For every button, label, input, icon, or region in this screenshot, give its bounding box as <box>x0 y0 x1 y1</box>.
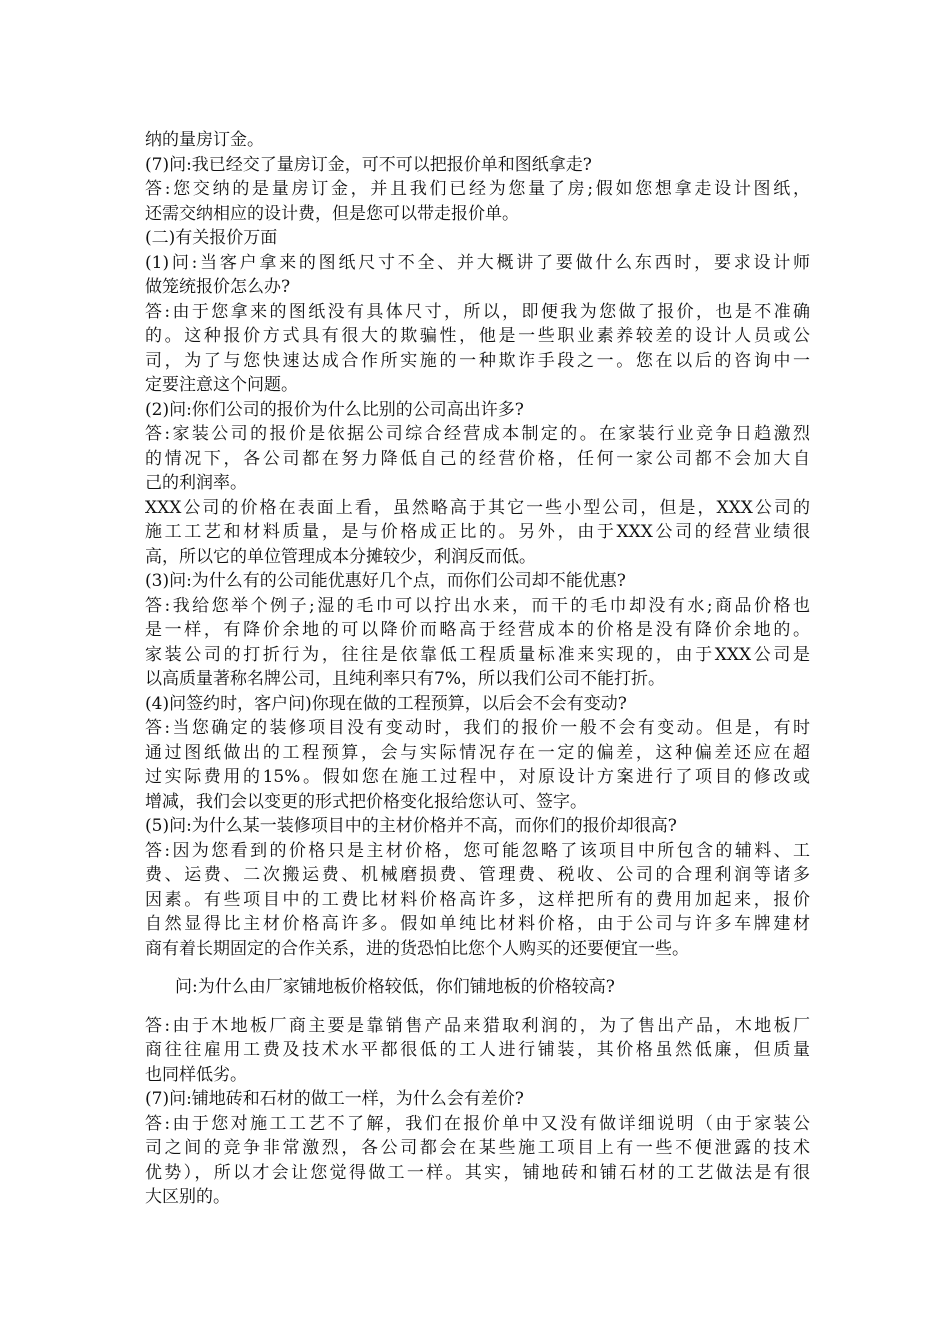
question-line: (2)问:你们公司的报价为什么比别的公司高出许多? <box>145 399 524 420</box>
question-line: (1)问:当客户拿来的图纸尺寸不全、并大概讲了要做什么东西时，要求设计师 <box>145 252 810 273</box>
text-line: XXX公司的价格在表面上看，虽然略高于其它一些小型公司，但是，XXX公司的 <box>145 497 810 518</box>
text-line: 定要注意这个问题。 <box>145 375 298 395</box>
text-line: 自然显得比主材价格高许多。假如单纯比材料价格，由于公司与许多车牌建材 <box>145 914 810 934</box>
text-line: 商往往雇用工费及技术水平都很低的工人进行铺装，其价格虽然低廉，但质量 <box>145 1040 810 1060</box>
text-line: 做笼统报价怎么办? <box>145 277 291 297</box>
answer-line: 答:家装公司的报价是依据公司综合经营成本制定的。在家装行业竞争日趋激烈 <box>145 424 810 444</box>
question-line: (7)问:我已经交了量房订金，可不可以把报价单和图纸拿走? <box>145 154 592 175</box>
text-line: 己的利润率。 <box>145 473 247 493</box>
text-line: 大区别的。 <box>145 1187 230 1207</box>
text-line: 高，所以它的单位管理成本分摊较少，利润反而低。 <box>145 546 536 567</box>
text-line: 过实际费用的15%。假如您在施工过程中，对原设计方案进行了项目的修改或 <box>145 767 810 787</box>
question-line-indented: 问:为什么由厂家铺地板价格较低，你们铺地板的价格较高? <box>175 977 615 997</box>
answer-line: 答:因为您看到的价格只是主材价格，您可能忽略了该项目中所包含的辅料、工 <box>145 840 810 861</box>
question-line: (7)问:铺地砖和石材的做工一样，为什么会有差价? <box>145 1089 524 1109</box>
answer-line: 答:我给您举个例子;湿的毛巾可以拧出水来，而干的毛巾却没有水;商品价格也 <box>145 595 810 616</box>
text-line: 通过图纸做出的工程预算，会与实际情况存在一定的偏差，这种偏差还应在超 <box>145 742 810 763</box>
text-line: 司之间的竞争非常激烈，各公司都会在某些施工项目上有一些不便泄露的技术 <box>145 1138 810 1158</box>
text-line: 的情况下，各公司都在努力降低自己的经营价格，任何一家公司都不会加大自 <box>145 448 810 469</box>
text-line: 商有着长期固定的合作关系，进的货恐怕比您个人购买的还要便宜一些。 <box>145 938 689 959</box>
text-line: 费、运费、二次搬运费、机械磨损费、管理费、税收、公司的合理利润等诸多 <box>145 865 810 885</box>
text-line: 增减，我们会以变更的形式把价格变化报给您认可、签字。 <box>145 791 587 812</box>
section-heading: (二)有关报价万面 <box>145 228 278 248</box>
text-line: 施工工艺和材料质量，是与价格成正比的。另外，由于XXX公司的经营业绩很 <box>145 522 810 542</box>
document-page <box>145 128 810 1210</box>
text-line: 是一样，有降价余地的可以降价而略高于经营成本的价格是没有降价余地的。 <box>145 620 810 640</box>
text-line: 优势），所以才会让您觉得做工一样。其实，铺地砖和铺石材的工艺做法是有很 <box>145 1162 810 1183</box>
answer-line: 答:由于您拿来的图纸没有具体尺寸，所以，即便我为您做了报价，也是不准确 <box>145 301 810 322</box>
text-line: 纳的量房订金。 <box>145 130 264 150</box>
question-line: (4)问签约时，客户问)你现在做的工程预算，以后会不会有变动? <box>145 693 627 714</box>
text-line: 司，为了与您快速达成合作所实施的一种欺诈手段之一。您在以后的咨询中一 <box>145 350 810 371</box>
text-line: 家装公司的打折行为，往往是依靠低工程质量标准来实现的，由于XXX公司是 <box>145 644 810 665</box>
question-line: (3)问:为什么有的公司能优惠好几个点，而你们公司却不能优惠? <box>145 571 626 591</box>
answer-line: 答:由于木地板厂商主要是靠销售产品来猎取利润的，为了售出产品，木地板厂 <box>145 1015 810 1036</box>
answer-line: 答:当您确定的装修项目没有变动时，我们的报价一般不会有变动。但是，有时 <box>145 718 810 738</box>
text-line: 因素。有些项目中的工费比材料价格高许多，这样把所有的费用加起来，报价 <box>145 889 810 910</box>
text-line: 还需交纳相应的设计费，但是您可以带走报价单。 <box>145 203 519 224</box>
text-line: 也同样低劣。 <box>145 1064 247 1085</box>
text-line: 以高质量著称名牌公司，且纯利率只有7%，所以我们公司不能打折。 <box>145 669 665 689</box>
text-line: 的。这种报价方式具有很大的欺骗性，他是一些职业素养较差的设计人员或公 <box>145 326 810 346</box>
answer-line: 答:由于您对施工工艺不了解，我们在报价单中又没有做详细说明（由于家装公 <box>145 1113 810 1134</box>
question-line: (5)问:为什么某一装修项目中的主材价格并不高，而你们的报价却很高? <box>145 816 677 836</box>
answer-line: 答:您交纳的是量房订金，并且我们已经为您量了房;假如您想拿走设计图纸， <box>145 179 810 199</box>
